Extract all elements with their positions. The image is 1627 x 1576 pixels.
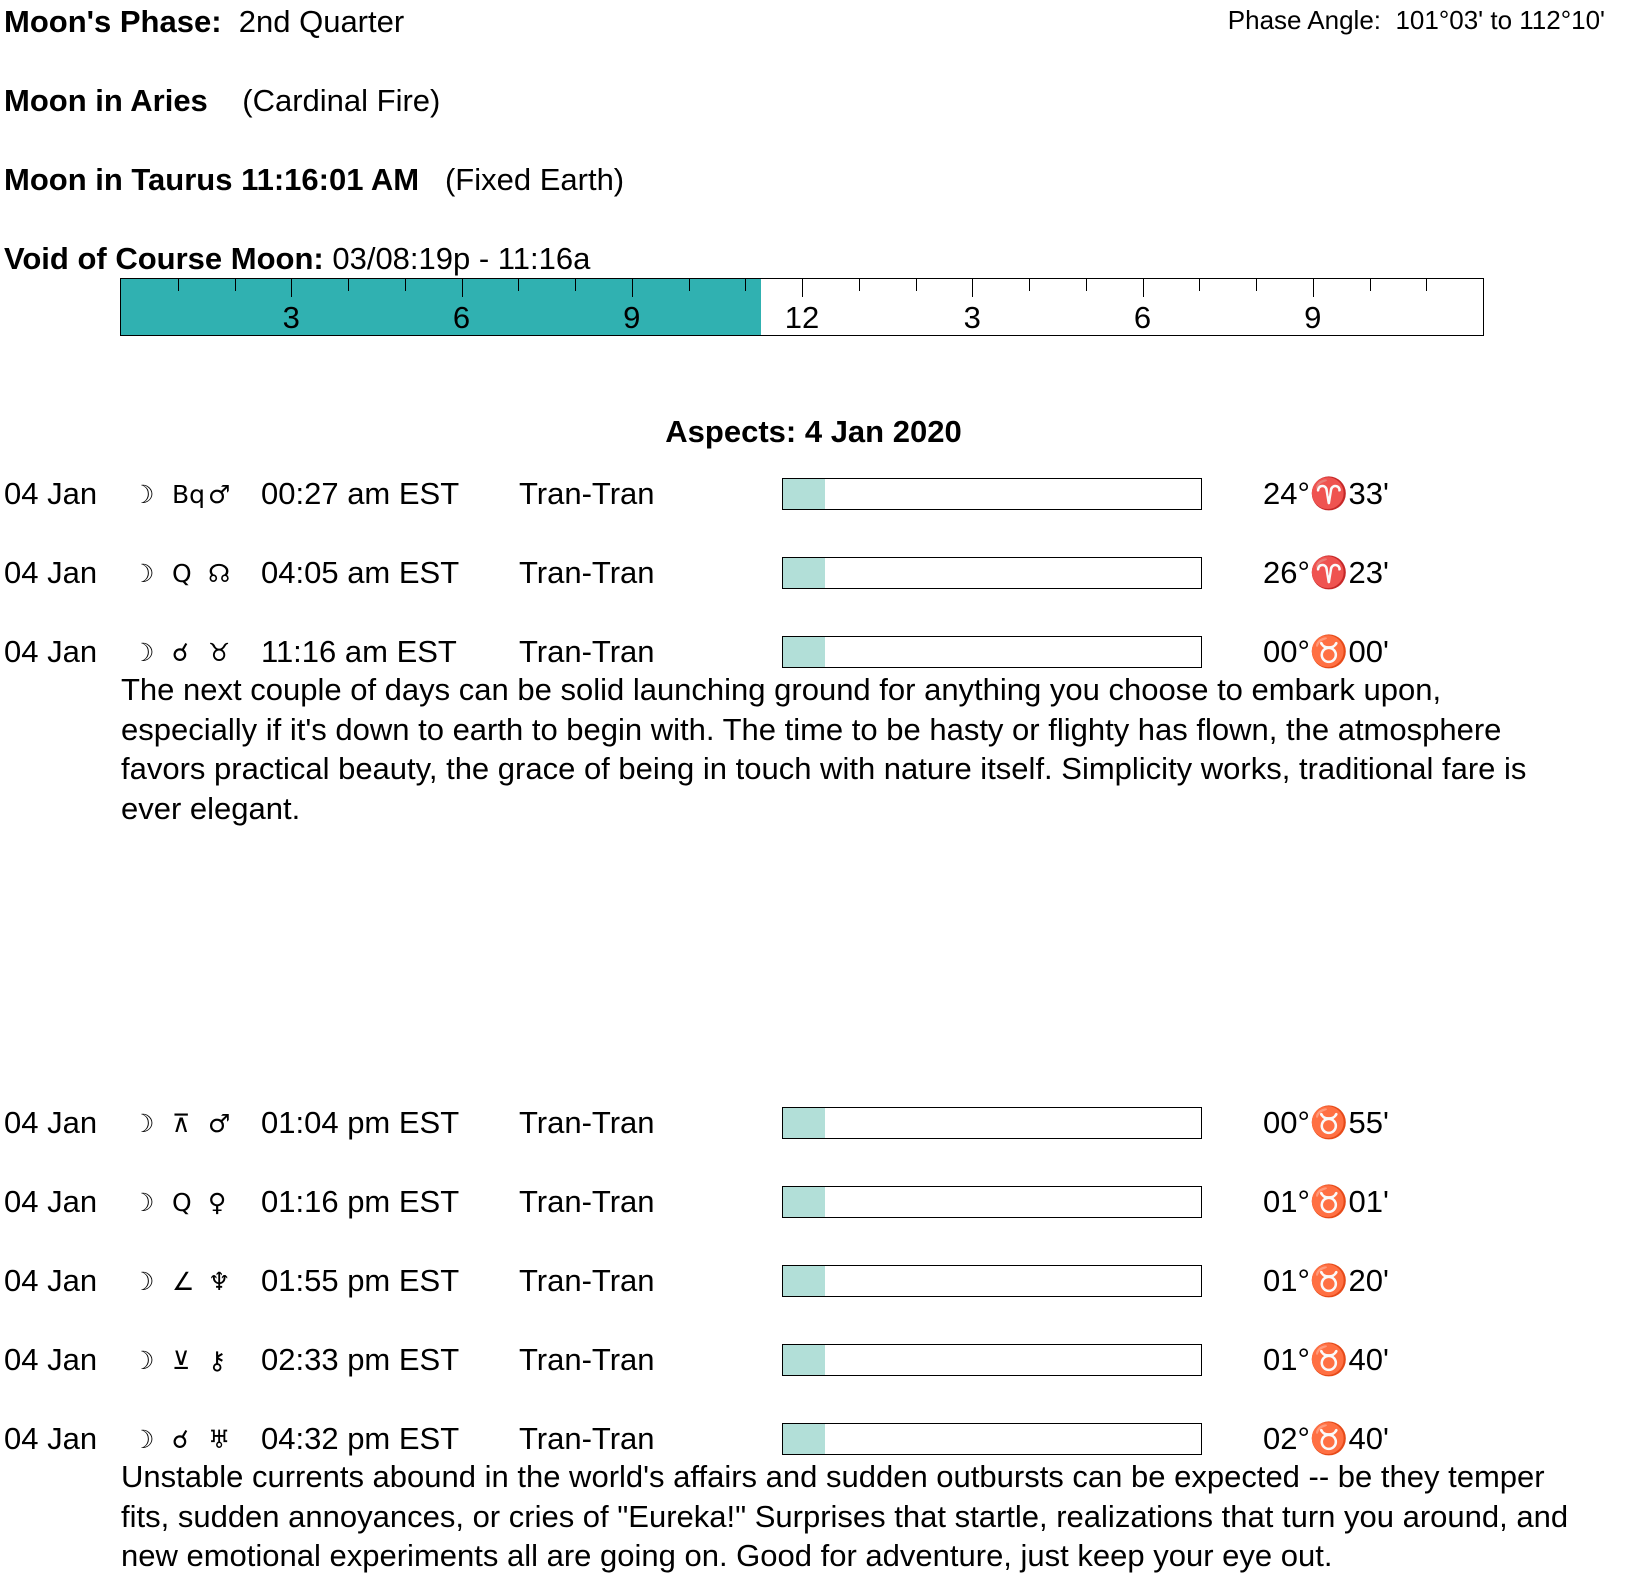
aspect-strength-bar bbox=[782, 478, 1202, 510]
aspect-description: Unstable currents abound in the world's affairs and sudden outbursts can be expected -- be they temper fits, sudden annoyances, or cries of "Eureka!" Surprises that startle, realizations that turn you around, and new emotional experiments all are going on. Good for adventure, just keep your eye out. bbox=[121, 1459, 1569, 1573]
moon-glyph-icon: ☽ bbox=[132, 1267, 155, 1296]
aspect-position: 01°♉20' bbox=[1263, 1263, 1389, 1298]
moon-glyph-icon: ☽ bbox=[132, 1188, 155, 1217]
aspect-position: 00°♉00' bbox=[1263, 634, 1389, 669]
planet-glyph-icon: ♅ bbox=[208, 1425, 231, 1454]
moon-phase-value: 2nd Quarter bbox=[238, 4, 405, 39]
aspect-date: 04 Jan bbox=[4, 1105, 98, 1140]
aspect-time: 00:27 am EST bbox=[261, 476, 460, 511]
aspect-type: Tran-Tran bbox=[519, 1342, 655, 1377]
aspect-glyph-icon: ☌ bbox=[172, 638, 189, 667]
void-of-course-value: 03/08:19p - 11:16a bbox=[332, 241, 591, 276]
aspect-strength-bar bbox=[782, 1423, 1202, 1455]
timeline-hour-label: 6 bbox=[452, 300, 471, 335]
aspect-position: 24°♈33' bbox=[1263, 476, 1389, 511]
aspect-position: 01°♉01' bbox=[1263, 1184, 1389, 1219]
aspect-strength-fill bbox=[783, 558, 825, 588]
moon-sign-taurus-line bbox=[4, 162, 624, 198]
timeline-hour-label: 3 bbox=[963, 300, 981, 335]
timeline-tick bbox=[462, 279, 463, 297]
aspect-strength-bar bbox=[782, 1344, 1202, 1376]
planet-glyph-icon: ♉ bbox=[208, 638, 231, 667]
aspect-type: Tran-Tran bbox=[519, 1421, 655, 1456]
timeline-hour-label: 6 bbox=[1133, 300, 1152, 335]
timeline-tick bbox=[1313, 279, 1314, 297]
aspect-position: 01°♉40' bbox=[1263, 1342, 1389, 1377]
aspect-glyph-icon: Q bbox=[172, 559, 192, 588]
timeline-tick bbox=[1370, 279, 1371, 291]
aspect-type: Tran-Tran bbox=[519, 634, 655, 669]
moon-sign-aries-label: Moon in Aries bbox=[4, 83, 208, 118]
timeline-tick bbox=[291, 279, 292, 297]
timeline-tick bbox=[972, 279, 973, 297]
aspect-row bbox=[0, 1263, 1627, 1299]
aspect-glyph-icon: Bq bbox=[172, 480, 206, 509]
aspect-time: 11:16 am EST bbox=[261, 634, 457, 669]
aspect-position: 02°♉40' bbox=[1263, 1421, 1389, 1456]
planet-glyph-icon: ♂ bbox=[208, 1109, 231, 1138]
timeline-tick bbox=[1199, 279, 1200, 291]
timeline-tick bbox=[178, 279, 179, 291]
aspect-strength-bar bbox=[782, 1186, 1202, 1218]
aspects-title: Aspects: 4 Jan 2020 bbox=[665, 414, 962, 449]
aspect-date: 04 Jan bbox=[4, 1184, 98, 1219]
timeline-hour-label: 9 bbox=[623, 300, 641, 335]
moon-glyph-icon: ☽ bbox=[132, 1346, 155, 1375]
aspect-type: Tran-Tran bbox=[519, 1105, 655, 1140]
aspect-date: 04 Jan bbox=[4, 634, 98, 669]
timeline-tick bbox=[348, 279, 349, 291]
aspect-position: 26°♈23' bbox=[1263, 555, 1389, 590]
aspect-type: Tran-Tran bbox=[519, 555, 655, 590]
timeline-tick bbox=[689, 279, 690, 291]
moon-glyph-icon: ☽ bbox=[132, 638, 155, 667]
aspect-type: Tran-Tran bbox=[519, 1184, 655, 1219]
moon-phase-line bbox=[4, 4, 404, 40]
aspect-date: 04 Jan bbox=[4, 476, 98, 511]
aspect-glyph-icon: ☌ bbox=[172, 1425, 189, 1454]
timeline-tick bbox=[1143, 279, 1144, 297]
phase-angle-label: Phase Angle: bbox=[1227, 5, 1382, 35]
aspect-row bbox=[0, 634, 1627, 670]
aspect-strength-fill bbox=[783, 1266, 825, 1296]
phase-angle-line bbox=[1228, 5, 1605, 35]
timeline-hour-label: 12 bbox=[784, 300, 820, 335]
timeline-tick bbox=[859, 279, 860, 291]
aspect-strength-fill bbox=[783, 1108, 825, 1138]
timeline-hour-label: 9 bbox=[1304, 300, 1322, 335]
aspect-type: Tran-Tran bbox=[519, 1263, 655, 1298]
timeline-tick bbox=[575, 279, 576, 291]
aspect-date: 04 Jan bbox=[4, 1421, 98, 1456]
moon-phase-label: Moon's Phase: bbox=[4, 4, 222, 39]
aspect-strength-bar bbox=[782, 557, 1202, 589]
timeline-tick bbox=[1256, 279, 1257, 291]
aspect-position: 00°♉55' bbox=[1263, 1105, 1389, 1140]
aspect-row bbox=[0, 1105, 1627, 1141]
aspect-time: 02:33 pm EST bbox=[261, 1342, 460, 1377]
aspect-row bbox=[0, 1184, 1627, 1220]
aspect-strength-fill bbox=[783, 1345, 825, 1375]
void-of-course-timeline bbox=[120, 278, 1484, 336]
aspect-row bbox=[0, 476, 1627, 512]
aspect-row bbox=[0, 1342, 1627, 1378]
planet-glyph-icon: ♆ bbox=[208, 1267, 231, 1296]
moon-glyph-icon: ☽ bbox=[132, 1109, 155, 1138]
aspect-time: 04:05 am EST bbox=[261, 555, 460, 590]
timeline-tick bbox=[1086, 279, 1087, 291]
aspect-time: 04:32 pm EST bbox=[261, 1421, 460, 1456]
phase-angle-value: 101°03' to 112°10' bbox=[1395, 5, 1605, 35]
moon-glyph-icon: ☽ bbox=[132, 1425, 155, 1454]
timeline-tick bbox=[632, 279, 633, 297]
moon-sign-taurus-element: (Fixed Earth) bbox=[444, 162, 625, 197]
moon-glyph-icon: ☽ bbox=[132, 480, 155, 509]
aspect-row bbox=[0, 1421, 1627, 1457]
aspect-type: Tran-Tran bbox=[519, 476, 655, 511]
aspect-row bbox=[0, 555, 1627, 591]
planet-glyph-icon: ☊ bbox=[208, 559, 231, 588]
void-of-course-span bbox=[121, 279, 761, 335]
aspect-time: 01:16 pm EST bbox=[261, 1184, 460, 1219]
aspect-glyph-icon: ⊻ bbox=[172, 1346, 191, 1375]
void-of-course-line bbox=[4, 241, 590, 277]
planet-glyph-icon: ♀ bbox=[208, 1188, 227, 1217]
moon-sign-aries-element: (Cardinal Fire) bbox=[242, 83, 441, 118]
timeline-tick bbox=[802, 279, 803, 297]
aspect-strength-fill bbox=[783, 1187, 825, 1217]
aspect-strength-bar bbox=[782, 1265, 1202, 1297]
moon-sign-taurus-label: Moon in Taurus 11:16:01 AM bbox=[4, 162, 420, 197]
timeline-tick bbox=[518, 279, 519, 291]
aspect-date: 04 Jan bbox=[4, 1342, 98, 1377]
aspect-glyph-icon: ⊼ bbox=[172, 1109, 191, 1138]
aspect-strength-fill bbox=[783, 637, 825, 667]
aspect-time: 01:04 pm EST bbox=[261, 1105, 460, 1140]
moon-sign-aries-line bbox=[4, 83, 440, 119]
aspect-strength-bar bbox=[782, 1107, 1202, 1139]
moon-glyph-icon: ☽ bbox=[132, 559, 155, 588]
timeline-tick bbox=[1426, 279, 1427, 291]
aspect-glyph-icon: ∠ bbox=[172, 1267, 195, 1296]
planet-glyph-icon: ♂ bbox=[208, 480, 231, 509]
planet-glyph-icon: ⚷ bbox=[208, 1346, 227, 1375]
aspect-glyph-icon: Q bbox=[172, 1188, 192, 1217]
timeline-tick bbox=[745, 279, 746, 291]
aspect-strength-bar bbox=[782, 636, 1202, 668]
aspect-date: 04 Jan bbox=[4, 1263, 98, 1298]
timeline-tick bbox=[916, 279, 917, 291]
timeline-tick bbox=[235, 279, 236, 291]
aspect-strength-fill bbox=[783, 1424, 825, 1454]
aspect-strength-fill bbox=[783, 479, 825, 509]
aspect-date: 04 Jan bbox=[4, 555, 98, 590]
void-of-course-label: Void of Course Moon: bbox=[4, 241, 324, 276]
timeline-hour-label: 3 bbox=[282, 300, 300, 335]
timeline-tick bbox=[405, 279, 406, 291]
aspect-time: 01:55 pm EST bbox=[261, 1263, 460, 1298]
timeline-tick bbox=[1029, 279, 1030, 291]
aspect-description: The next couple of days can be solid launching ground for anything you choose to embark upon, especially if it's down to earth to begin with. The time to be hasty or flighty has flown, the atmosphere favors practical beauty, the grace of being in touch with nature itself. Simplicity works, traditional fare is ever elegant. bbox=[121, 672, 1527, 826]
